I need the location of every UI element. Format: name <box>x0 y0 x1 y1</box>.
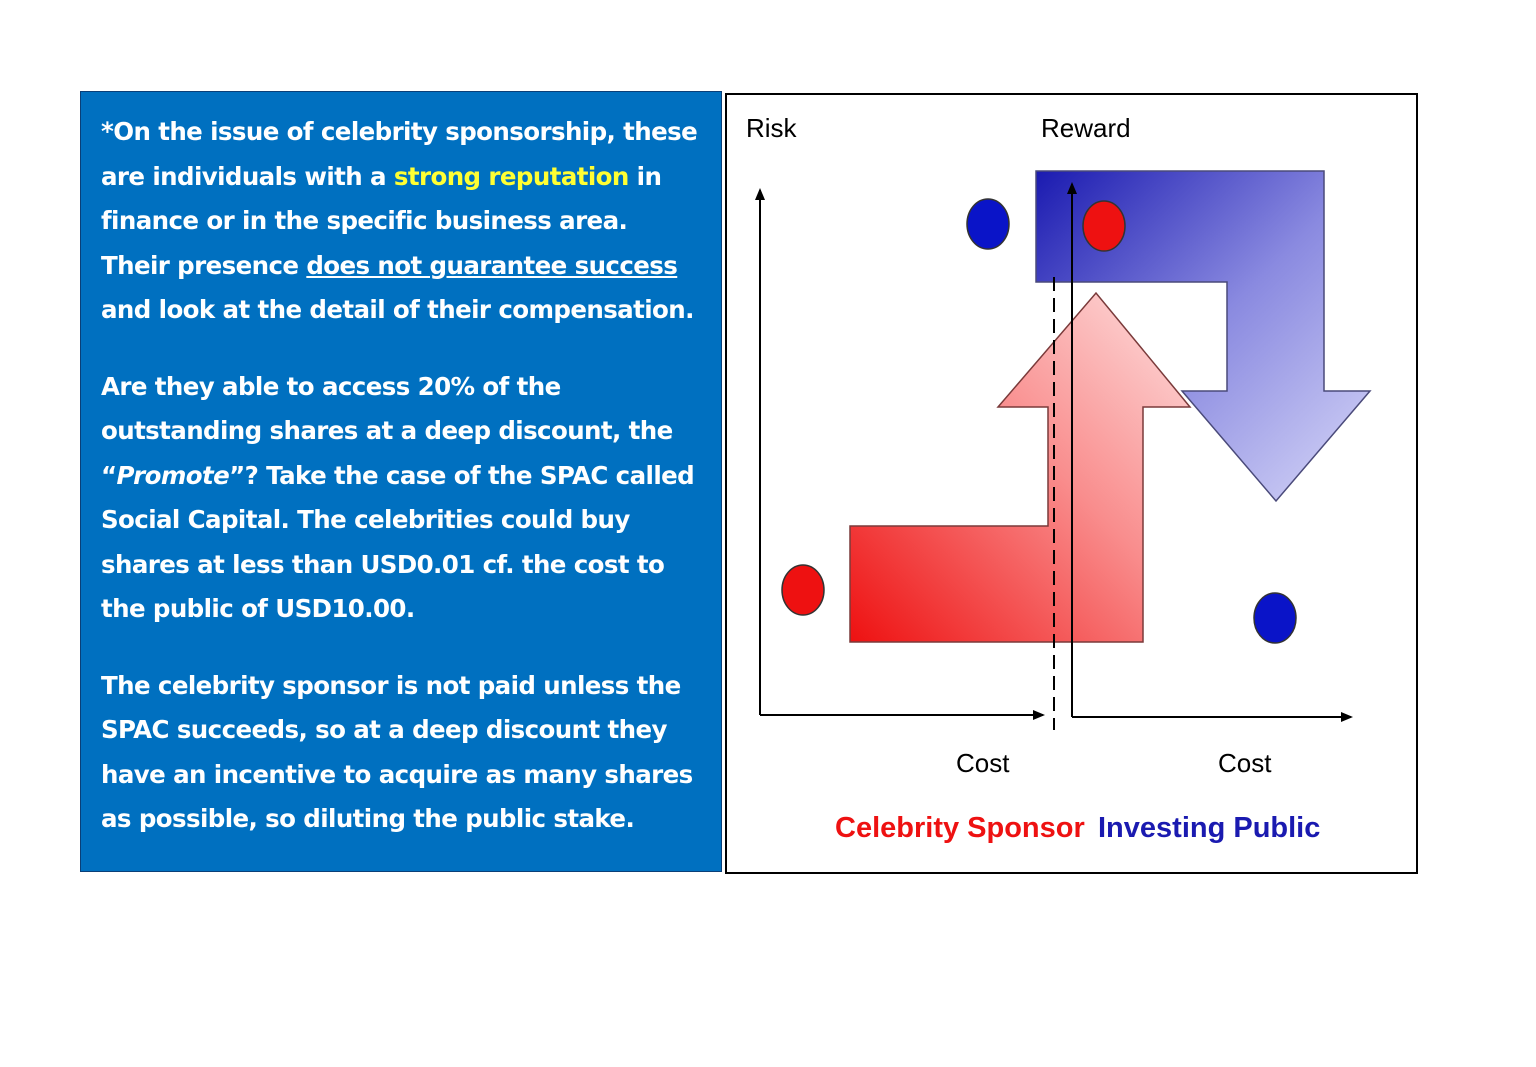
paragraph-sponsorship: *On the issue of celebrity sponsorship, these are individuals with a strong reputation in finance or in the specific business area. Their presence does not guarantee success and look at the detail of their compensation. <box>101 117 698 324</box>
sponsor-dot-bottom-left <box>782 565 824 615</box>
cost-label-right: Cost <box>1218 748 1272 778</box>
sponsor-flow-arrow <box>850 293 1190 642</box>
reward-label: Reward <box>1041 113 1131 143</box>
legend-celebrity-sponsor: Celebrity Sponsor <box>835 812 1085 844</box>
italic-promote: Promote <box>116 460 230 490</box>
highlight-strong-reputation: strong reputation <box>393 161 629 191</box>
public-dot-top-left <box>967 199 1009 249</box>
paragraph-incentive: The celebrity sponsor is not paid unless the SPAC succeeds, so at a deep discount they have an incentive to acquire as many shares as possible, so diluting the public stake. <box>101 670 693 833</box>
sponsor-dot-top-right <box>1083 201 1125 251</box>
risk-reward-diagram <box>727 95 1416 872</box>
paragraph-promote: Are they able to access 20% of the outstanding shares at a deep discount, the “Promote”? Take the case of the SPAC called Social Capital. The celebrities could buy shares at less than USD0.01 cf. the cost to the public of USD10.00. <box>101 371 695 623</box>
diagram-panel <box>725 93 1418 874</box>
legend-investing-public: Investing Public <box>1098 812 1321 844</box>
cost-label-left: Cost <box>956 748 1010 778</box>
risk-label: Risk <box>746 113 797 143</box>
public-dot-bottom-right <box>1254 593 1296 643</box>
underline-no-guarantee: does not guarantee success <box>306 250 678 280</box>
text-panel <box>80 91 722 872</box>
